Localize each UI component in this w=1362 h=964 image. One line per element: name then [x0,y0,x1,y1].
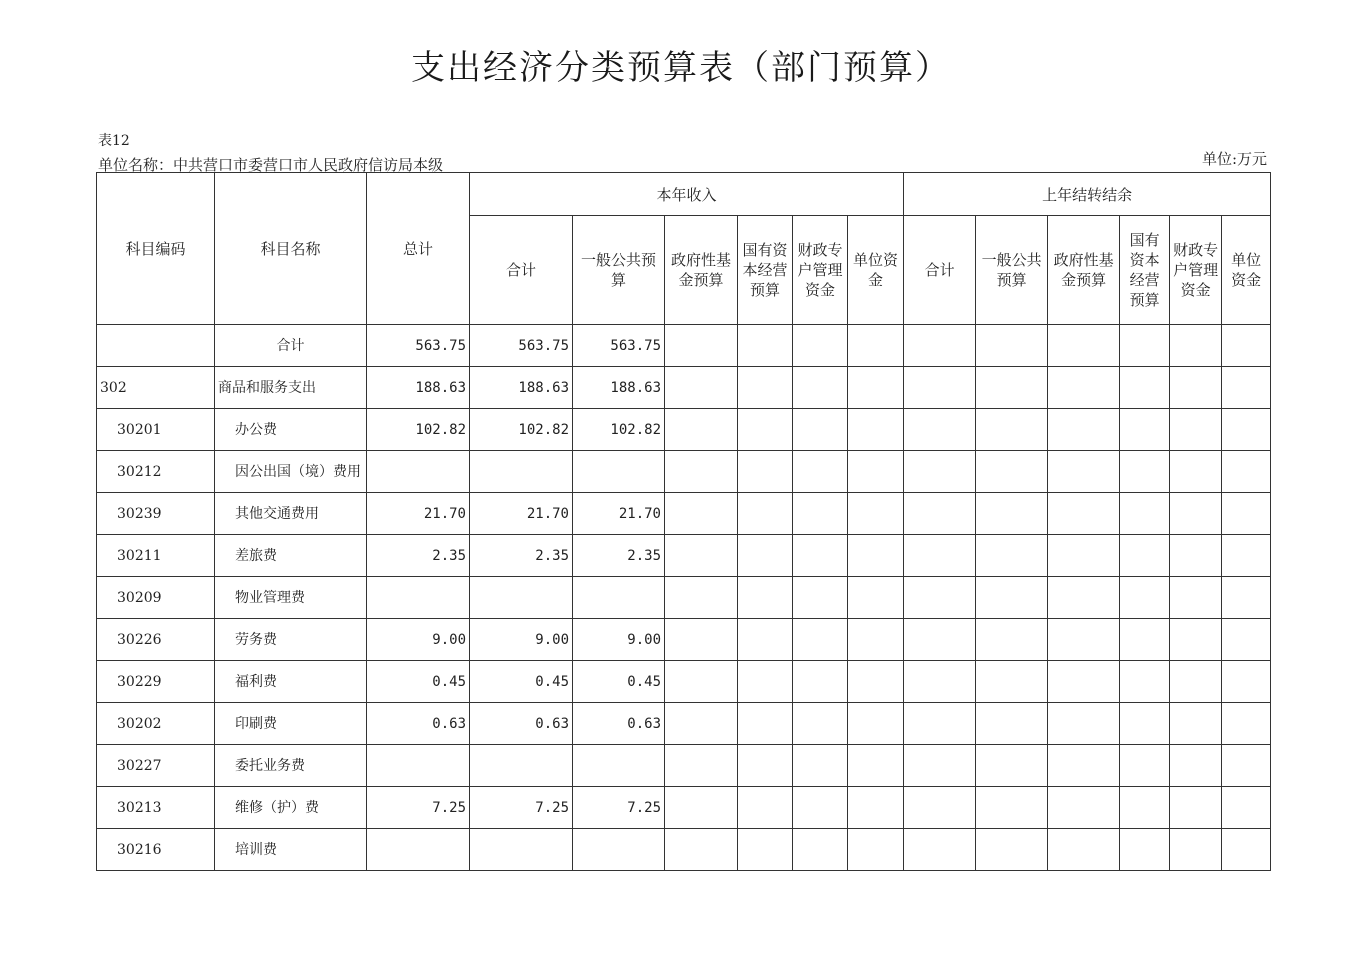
table-row [97,535,1271,577]
row-current-total: 102.82 [470,409,573,451]
row-total: 188.63 [367,367,470,409]
row-current-total: 21.70 [470,493,573,535]
row-current-general: 2.35 [573,535,665,577]
row-total: 0.63 [367,703,470,745]
row-total: 563.75 [367,325,470,367]
row-code: 30212 [97,451,215,493]
row-name: 因公出国（境）费用 [215,451,367,493]
table-row [97,325,1271,367]
row-code: 30202 [97,703,215,745]
row-current-total: 7.25 [470,787,573,829]
header-code: 科目编码 [97,173,215,325]
row-name: 印刷费 [215,703,367,745]
row-current-total: 0.45 [470,661,573,703]
table-row [97,367,1271,409]
row-total: 21.70 [367,493,470,535]
row-name: 劳务费 [215,619,367,661]
row-current-general: 9.00 [573,619,665,661]
row-total: 7.25 [367,787,470,829]
table-row [97,619,1271,661]
header-name: 科目名称 [215,173,367,325]
row-current-general [573,451,665,493]
header-carryover: 上年结转结余 [904,173,1271,216]
header-carry-general: 一般公共预算 [976,216,1048,325]
row-total [367,451,470,493]
table-row [97,409,1271,451]
row-current-general [573,745,665,787]
row-code: 30216 [97,829,215,871]
table-row [97,451,1271,493]
unit-label: 单位:万元 [1201,150,1267,168]
row-code: 30229 [97,661,215,703]
row-current-general [573,829,665,871]
row-current-total: 2.35 [470,535,573,577]
row-current-total [470,745,573,787]
row-code: 30239 [97,493,215,535]
table-row [97,703,1271,745]
row-current-general: 7.25 [573,787,665,829]
header-current-general: 一般公共预算 [573,216,665,325]
row-total: 102.82 [367,409,470,451]
table-row [97,493,1271,535]
row-name: 物业管理费 [215,577,367,619]
row-code: 302 [97,367,215,409]
header-carry-state-capital: 国有资本经营预算 [1120,216,1170,325]
row-total: 0.45 [367,661,470,703]
row-current-total [470,451,573,493]
row-total [367,577,470,619]
row-current-general: 102.82 [573,409,665,451]
unit-name: 单位名称：中共营口市委营口市人民政府信访局本级 [98,156,444,174]
row-current-total: 563.75 [470,325,573,367]
row-name: 委托业务费 [215,745,367,787]
header-carry-fund: 政府性基金预算 [1048,216,1120,325]
table-row [97,829,1271,871]
header-current-state-capital: 国有资本经营预算 [738,216,793,325]
row-current-total [470,577,573,619]
header-current-special-account: 财政专户管理资金 [793,216,848,325]
table-row [97,577,1271,619]
header-current-unit-funds: 单位资金 [848,216,904,325]
row-total: 2.35 [367,535,470,577]
header-current-total: 合计 [470,216,573,325]
row-total [367,745,470,787]
row-total: 9.00 [367,619,470,661]
row-current-general: 563.75 [573,325,665,367]
header-carry-unit-funds: 单位资金 [1222,216,1271,325]
row-current-total: 9.00 [470,619,573,661]
row-code: 30226 [97,619,215,661]
budget-table [96,172,1271,871]
row-code: 30209 [97,577,215,619]
header-current-year-income: 本年收入 [470,173,904,216]
row-name: 商品和服务支出 [215,367,367,409]
row-name: 维修（护）费 [215,787,367,829]
table-row [97,745,1271,787]
row-name: 其他交通费用 [215,493,367,535]
header-current-fund: 政府性基金预算 [665,216,738,325]
row-name: 培训费 [215,829,367,871]
row-code: 30211 [97,535,215,577]
row-name: 办公费 [215,409,367,451]
table-number: 表12 [98,133,130,149]
row-total [367,829,470,871]
table-row [97,787,1271,829]
header-carry-total: 合计 [904,216,976,325]
row-code: 30201 [97,409,215,451]
row-current-total [470,829,573,871]
row-current-total: 188.63 [470,367,573,409]
row-current-general: 0.63 [573,703,665,745]
row-current-general: 0.45 [573,661,665,703]
row-name: 差旅费 [215,535,367,577]
row-current-general [573,577,665,619]
page-title: 支出经济分类预算表（部门预算） [411,48,951,88]
header-carry-special-account: 财政专户管理资金 [1170,216,1222,325]
header-total: 总计 [367,173,470,325]
row-name: 福利费 [215,661,367,703]
row-code [97,325,215,367]
row-current-general: 21.70 [573,493,665,535]
row-name: 合计 [215,325,367,367]
row-current-general: 188.63 [573,367,665,409]
row-code: 30213 [97,787,215,829]
row-current-total: 0.63 [470,703,573,745]
table-row [97,661,1271,703]
row-code: 30227 [97,745,215,787]
